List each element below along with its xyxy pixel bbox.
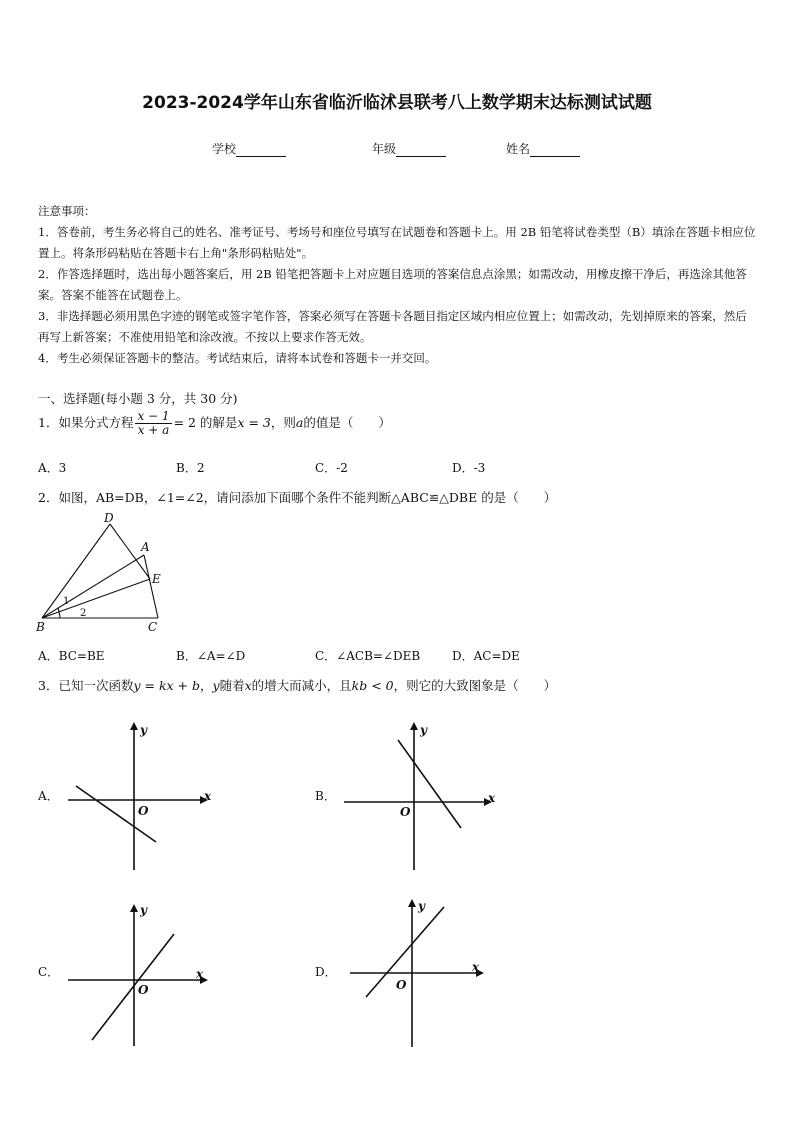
q2-option-c: C．∠ACB=∠DEB (315, 649, 421, 663)
y-arrow-icon (410, 722, 418, 730)
notice-item: 2．作答选择题时，选出每小题答案后，用 2B 铅笔把答题卡上对应题目选项的答案信息点涂黑；如需改动，用橡皮擦干净后，再选涂其他答案。答案不能答在试题卷上。 (38, 267, 747, 302)
segment-ac (144, 555, 158, 618)
school-field (212, 140, 286, 157)
q1-option-b: B．2 (176, 461, 205, 475)
q1-end: 的值是（ ） (303, 415, 391, 430)
y-arrow-icon (130, 722, 138, 730)
graph-a (60, 716, 220, 876)
q3-condition: kb < 0 (351, 678, 394, 693)
origin-label: O (400, 805, 411, 819)
notice-item: 3．非选择题必须用黑色字迹的钢笔或签字笔作答，答案必须写在答题卡各题目指定区域内相应位置上；如需改动，先划掉原来的答案，然后再写上新答案；不准使用铅笔和涂改液。不按以上要求作答无效。 (38, 309, 747, 344)
q1-variable: a (295, 415, 304, 430)
graph-d (336, 893, 496, 1053)
graph-c-label: C． (38, 965, 60, 979)
school-label: 学校 (212, 142, 237, 156)
axis-y-label: y (140, 903, 147, 917)
q2-option-d: D．AC=DE (452, 649, 520, 663)
notice-heading: 注意事项： (38, 204, 96, 218)
q1-option-c: C．-2 (315, 461, 348, 475)
name-label: 姓名 (506, 142, 531, 156)
notice-item: 4．考生必须保证答题卡的整洁。考试结束后，请将本试卷和答题卡一并交回。 (38, 351, 437, 365)
point-b-label: B (36, 620, 45, 634)
q1-mid: = 2 的解是 (173, 415, 238, 430)
point-d-label: D (104, 512, 114, 525)
axis-y-label: y (418, 899, 425, 913)
segment-bd (42, 524, 110, 618)
q3-end: ，则它的大致图象是（ ） (393, 678, 557, 693)
angle-1-arc (58, 608, 59, 612)
q3-comma: ， (200, 678, 213, 693)
y-arrow-icon (408, 899, 416, 907)
question-3 (38, 676, 556, 694)
graph-b (336, 716, 502, 876)
q2-option-a: A．BC=BE (38, 649, 105, 663)
axis-x-label: x (204, 789, 212, 803)
graph-b-label: B． (315, 789, 336, 803)
name-blank (530, 144, 580, 157)
q2-option-b: B．∠A=∠D (176, 649, 246, 663)
section-heading: 一、选择题(每小题 3 分，共 30 分) (38, 391, 238, 406)
q1-prefix: 1．如果分式方程 (38, 415, 134, 430)
axis-y-label: y (140, 723, 147, 737)
axis-x-label: x (196, 967, 204, 981)
angle-1-label: 1 (63, 596, 70, 607)
point-a-label: A (141, 540, 150, 554)
q1-fraction (135, 410, 171, 437)
question-2: 2．如图，AB=DB，∠1=∠2，请问添加下面哪个条件不能判断△ABC≌△DBE 的是（ ） (38, 490, 557, 505)
grade-blank (396, 144, 446, 157)
question-1 (38, 410, 391, 437)
q1-denominator: x + a (137, 423, 170, 437)
y-arrow-icon (130, 904, 138, 912)
q3-equation: y = kx + b (133, 678, 200, 693)
q1-solution: x = 3 (237, 415, 271, 430)
page-title: 2023-2024学年山东省临沂临沭县联考八上数学期末达标测试试题 (142, 93, 652, 113)
point-e-label: E (152, 572, 161, 586)
q3-mid2: 随着 (219, 678, 245, 693)
q3-mid3: 的增大而减小，且 (251, 678, 352, 693)
grade-label: 年级 (372, 142, 397, 156)
q1-numerator: x − 1 (137, 409, 170, 423)
q3-y: y (212, 678, 220, 693)
notice-block (38, 201, 758, 369)
origin-label: O (396, 978, 407, 992)
q1-suffix: ，则 (270, 415, 296, 430)
school-blank (236, 144, 286, 157)
notice-item: 1．答卷前，考生务必将自己的姓名、准考证号、考场号和座位号填写在试题卷和答题卡上。用 2B 铅笔将试卷类型（B）填涂在答题卡相应位置上。将条形码粘贴在答题卡右上角"条形码粘贴处"。 (38, 225, 756, 260)
origin-label: O (138, 804, 149, 818)
angle-2-arc (59, 612, 60, 618)
graph-a-label: A． (38, 789, 59, 803)
graph-c (60, 898, 220, 1050)
point-c-label: C (148, 620, 158, 634)
origin-label: O (138, 983, 149, 997)
axis-x-label: x (472, 960, 480, 974)
q1-option-d: D．-3 (452, 461, 486, 475)
q3-x: x (244, 678, 252, 693)
q1-option-a: A．3 (38, 461, 67, 475)
triangle-figure (30, 512, 170, 638)
q3-prefix: 3．已知一次函数 (38, 678, 134, 693)
grade-field (372, 140, 446, 157)
angle-2-label: 2 (80, 608, 87, 619)
axis-x-label: x (488, 791, 496, 805)
axis-y-label: y (420, 723, 427, 737)
function-line (92, 934, 174, 1040)
name-field (506, 140, 580, 157)
graph-d-label: D． (315, 965, 337, 979)
